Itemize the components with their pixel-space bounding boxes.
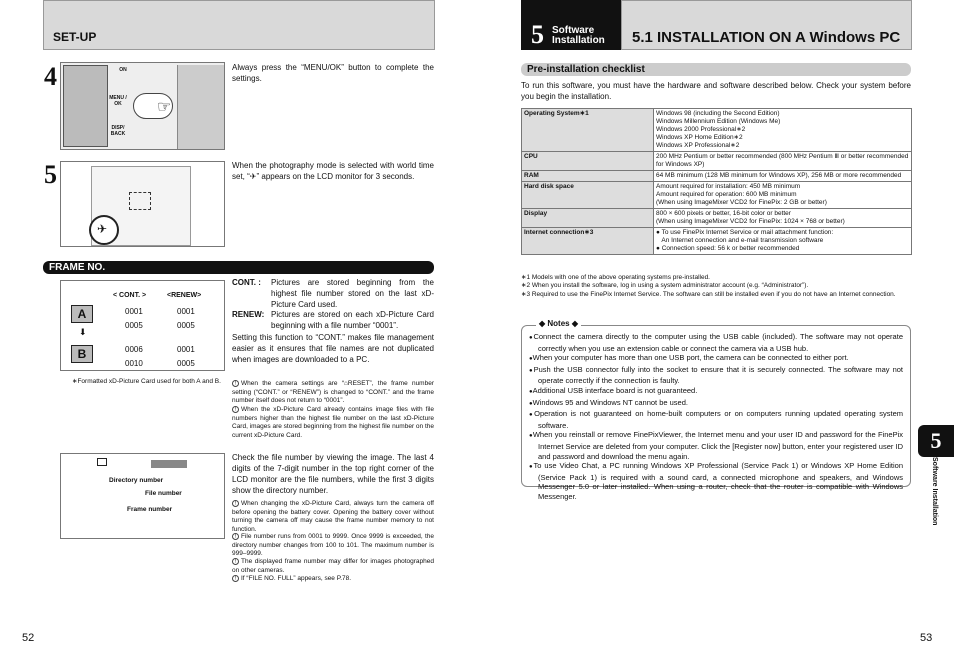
footnote-1: ∗1 Models with one of the above operating systems pre-installed. <box>521 274 710 281</box>
file-number-display <box>151 460 187 468</box>
file-number-label: File number <box>145 490 182 497</box>
note-icon: ! <box>232 558 239 565</box>
note-item: ● Connect the camera directly to the computer using the USB cable (included). The software may not operate correctly when you use an extension cable or connect the camera via a USB hub. <box>529 332 903 353</box>
check-note-3-text: The displayed frame number may differ for images photographed on other cameras. <box>232 558 434 574</box>
setup-title: SET-UP <box>53 30 97 44</box>
check-note-3 <box>232 558 434 575</box>
chapter-label <box>552 26 605 46</box>
chapter-tab <box>521 0 621 50</box>
a-renew-first: 0001 <box>177 307 195 316</box>
frame-number-label: Frame number <box>127 506 173 513</box>
playback-icon <box>97 458 107 466</box>
section-header <box>621 0 912 50</box>
table-row <box>522 152 912 171</box>
checklist-intro: To run this software, you must have the hardware and software described below. Check your system before you begin the installation. <box>521 81 911 101</box>
frame-no-note-2-text: When the xD-Picture Card already contains image files with file numbers higher than the highest file number on the last xD-Picture Card, images are stored beginning from the highest file number on the current xD-Picture Card. <box>232 406 434 439</box>
frame-no-bar: FRAME NO. <box>43 261 434 274</box>
lcd-world-time-illustration <box>60 161 225 247</box>
frame-no-note-1-text: When the camera settings are “⌂RESET”, the frame number setting (“CONT.” or “RENEW”) is changed to “CONT.” and the frame number itself does not return to “0001”. <box>232 380 434 404</box>
note-icon: ! <box>232 406 239 413</box>
note-icon: ! <box>232 575 239 582</box>
req-key: Display <box>522 209 654 228</box>
req-value: Windows 98 (including the Second Edition) Windows Millennium Edition (Windows Me) Windows 2000 Professional∗2 Windows XP Home Edition∗2 Windows XP Professional∗2 <box>654 109 912 152</box>
req-key: CPU <box>522 152 654 171</box>
card-b: B <box>71 345 93 363</box>
frame-no-caption: ∗Formatted xD-Picture Card used for both A and B. <box>72 378 221 385</box>
renew-term: RENEW: <box>232 310 265 319</box>
setup-header <box>43 0 435 50</box>
note-icon: ! <box>232 533 239 540</box>
req-value: 800 × 600 pixels or better, 16-bit color or better (When using ImageMixer VCD2 for FinePix: 1024 × 768 or better) <box>654 209 912 228</box>
frame-no-note-1 <box>232 380 434 406</box>
req-value: Amount required for installation: 450 MB minimum Amount required for operation: 600 MB minimum (When using ImageMixer VCD2 for FinePix: 2 GB or better) <box>654 182 912 209</box>
side-chapter-tab: 5 <box>918 425 954 457</box>
notes-box <box>521 325 911 501</box>
table-row <box>522 228 912 255</box>
req-key: Hard disk space <box>522 182 654 209</box>
check-note-2-text: File number runs from 0001 to 9999. Once 9999 is exceeded, the directory number changes from 100 to 101. The maximum number is 999–9999. <box>232 533 434 557</box>
check-note-2 <box>232 533 434 559</box>
af-frame <box>129 192 151 210</box>
card-a: A <box>71 305 93 323</box>
checklist-bar: Pre-installation checklist <box>521 63 911 76</box>
chapter-label-line2: Installation <box>552 35 605 46</box>
cont-desc: Pictures are stored beginning from the highest file number stored on the last xD-Picture Card used. <box>271 278 434 309</box>
a-cont-last: 0005 <box>125 321 143 330</box>
section-title: 5.1 INSTALLATION ON A Windows PC <box>632 29 901 46</box>
note-item: ● When you reinstall or remove FinePixViewer, the Internet menu and your user ID and password for the FinePix Internet Service are deleted from your computer. Click the [Register now] button, enter your registered user ID and password and download the menu again. <box>529 430 903 461</box>
cont-term: CONT. : <box>232 278 261 287</box>
file-number-diagram <box>60 453 225 539</box>
check-note-1-text: When changing the xD-Picture Card, always turn the camera off before opening the battery cover. Opening the battery cover without turning the camera off may cause the frame number memory to not function. <box>232 500 434 533</box>
footnote-3: ∗3 Required to use the FinePix Internet Service. The software can still be installed even if you do not have an Internet connection. <box>521 291 896 298</box>
note-item: ● Operation is not guaranteed on home-built computers or on computers running updated operating system software. <box>529 409 903 430</box>
footnote-2: ∗2 When you install the software, log in using a system administrator account (e.g. “Administrator”). <box>521 282 809 289</box>
note-item: ● Push the USB connector fully into the socket to ensure that it is securely connected. The software may not operate correctly if the connection is faulty. <box>529 365 903 386</box>
a-renew-last: 0005 <box>177 321 195 330</box>
directory-number-label: Directory number <box>109 477 164 484</box>
req-value: 200 MHz Pentium or better recommended (800 MHz Pentium Ⅲ or better recommended for Windows XP) <box>654 152 912 171</box>
frame-no-paragraph: Setting this function to “CONT.” makes file management easier as it ensures that file names are not duplicated when images are downloaded to a PC. <box>232 333 434 364</box>
page-number-left: 52 <box>22 632 35 644</box>
chapter-label-line1: Software <box>552 25 595 36</box>
cont-label: < CONT. > <box>113 292 147 299</box>
check-note-4-text: If “FILE NO. FULL” appears, see P.78. <box>241 575 352 582</box>
table-row <box>522 109 912 152</box>
step-5-text: When the photography mode is selected with world time set, “✈” appears on the LCD monitor for 3 seconds. <box>232 161 434 181</box>
check-note-1 <box>232 500 434 534</box>
b-renew-first: 0001 <box>177 345 195 354</box>
req-key: RAM <box>522 171 654 182</box>
note-item: ● Additional USB interface board is not guaranteed. <box>529 386 903 398</box>
requirements-table <box>521 108 912 255</box>
airplane-icon: ✈ <box>97 222 108 236</box>
req-value: 64 MB minimum (128 MB minimum for Windows XP), 256 MB or more recommended <box>654 171 912 182</box>
note-item: ● When your computer has more than one USB port, the camera can be connected to either port. <box>529 353 903 365</box>
side-chapter-label: Software Installation <box>931 457 938 526</box>
table-row <box>522 209 912 228</box>
step-4-text: Always press the “MENU/OK” button to complete the settings. <box>232 63 434 83</box>
camera-grip <box>177 65 224 149</box>
renew-desc: Pictures are stored on each xD-Picture Card beginning with a file number “0001”. <box>271 310 434 330</box>
check-file-text: Check the file number by viewing the image. The last 4 digits of the 7-digit number in the top right corner of the LCD monitor are the file numbers, while the first 3 digits show the directory number. <box>232 453 434 495</box>
note-icon: ! <box>232 500 239 507</box>
camera-back-illustration <box>60 62 225 150</box>
table-row <box>522 171 912 182</box>
play-button-label: ON <box>119 67 127 73</box>
b-cont-first: 0006 <box>125 345 143 354</box>
table-row <box>522 182 912 209</box>
renew-label: <RENEW> <box>167 292 202 299</box>
req-value: ● To use FinePix Internet Service or mail attachment function: An Internet connection and e-mail transmission software ● Connection speed: 56 k or better recommended <box>654 228 912 255</box>
frame-no-diagram <box>60 280 225 371</box>
note-icon: ! <box>232 380 239 387</box>
check-note-4 <box>232 575 434 584</box>
menu-ok-label: MENU / OK <box>109 95 127 107</box>
b-renew-last: 0005 <box>177 359 195 368</box>
note-item: ● To use Video Chat, a PC running Windows XP Professional (Service Pack 1) or Windows XP Home Edition (Service Pack 1) is required with a sound card, a connected microphone and speakers, and Windows Messenger 5.0 or later installed. When using a router, check that the router is compatible with Windows Messenger. <box>529 461 903 501</box>
notes-title: ◆ Notes ◆ <box>536 319 581 328</box>
disp-back-label: DISP/ BACK <box>110 125 126 137</box>
a-cont-first: 0001 <box>125 307 143 316</box>
note-item: ● Windows 95 and Windows NT cannot be used. <box>529 398 903 410</box>
chapter-number: 5 <box>531 20 544 49</box>
step-4-number: 4 <box>44 62 57 91</box>
req-key: Internet connection∗3 <box>522 228 654 255</box>
step-5-number: 5 <box>44 160 57 189</box>
down-arrow-icon: ⬇ <box>79 327 87 337</box>
frame-no-note-2 <box>232 406 434 440</box>
req-key: Operating System∗1 <box>522 109 654 152</box>
b-cont-last: 0010 <box>125 359 143 368</box>
lcd-screen <box>63 65 108 147</box>
pointing-hand-icon: ☞ <box>157 99 172 116</box>
page-number-right: 53 <box>920 632 933 644</box>
